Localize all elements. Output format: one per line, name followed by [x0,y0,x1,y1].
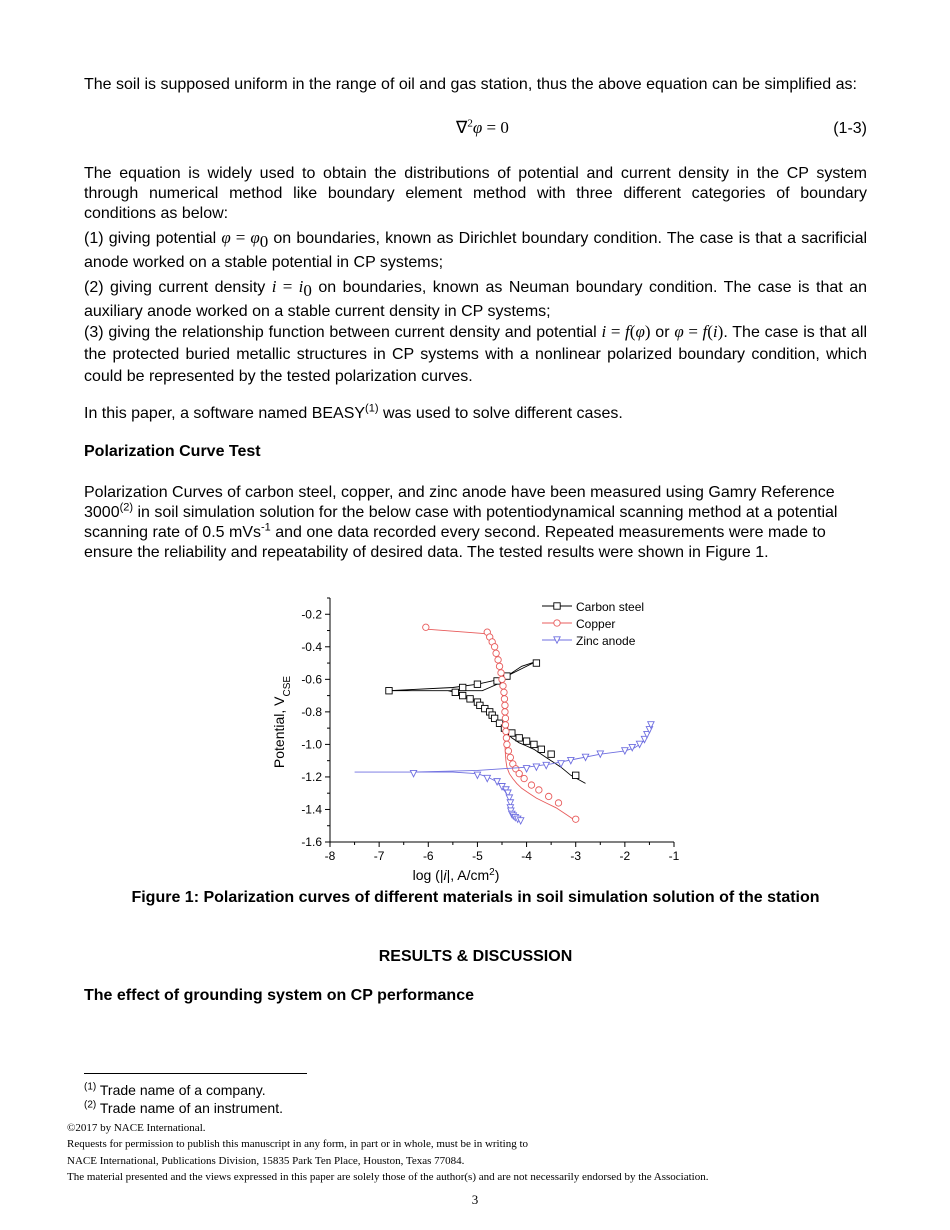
x-tick-label: -3 [570,849,582,863]
data-point-zinc-anode [484,775,490,781]
equation-number: (1-3) [833,120,867,137]
data-point-copper [521,775,527,781]
data-point-carbon-steel [467,696,473,702]
data-point-copper [502,709,508,715]
data-point-copper [507,754,513,760]
footnote-rule [84,1073,307,1074]
data-point-zinc-anode [533,764,539,770]
subsection-heading-grounding: The effect of grounding system on CP performance [84,987,474,1004]
polarization-paragraph: Polarization Curves of carbon steel, copper, and zinc anode have been measured using Gamry Reference 3000$^{(2)}$ in soil simulation solution for the below case with potentiodynamical scanning method at a potential scanning rate of 0.5 mVs$^{-1}$ and one data recorded every second. Repeated measurements were made to ensure the reliability and repeatability of desired data. The tested results were shown in Figure 1. [84,484,838,561]
series-line-carbon-steel [389,661,586,783]
data-point-carbon-steel [538,746,544,752]
y-tick-label: -1.0 [301,737,322,752]
data-point-copper [496,663,502,669]
x-tick-label: -8 [324,849,336,863]
data-point-carbon-steel [474,681,480,687]
legend-marker-copper [554,620,560,626]
data-point-copper [500,683,506,689]
data-point-copper [504,741,510,747]
data-point-carbon-steel [573,772,579,778]
data-point-carbon-steel [386,688,392,694]
data-point-zinc-anode [543,762,549,768]
page-number: 3 [471,1192,479,1207]
data-point-copper [502,702,508,708]
data-point-copper [423,624,429,630]
footnote-2: $^{(2)}$ Trade name of an instrument. [84,1099,283,1116]
footnote-1: $^{(1)}$ Trade name of a company. [84,1081,266,1098]
data-point-copper [545,793,551,799]
data-point-zinc-anode [410,770,416,776]
x-tick-label: -7 [373,849,385,863]
data-point-carbon-steel [516,735,522,741]
intro-text: The soil is supposed uniform in the range of oil and gas station, thus the above equation can be simplified as: [84,76,857,93]
data-point-zinc-anode [636,741,642,747]
data-point-copper [493,650,499,656]
section-heading-polarization: Polarization Curve Test [84,443,261,460]
data-point-copper [536,787,542,793]
condition-2: (2) giving current density $i = i_0$ on boundaries, known as Neuman boundary condition. The case is that an auxiliary anode worked on a stable current density in CP systems; [84,277,867,320]
data-point-zinc-anode [474,772,480,778]
y-tick-label: -1.6 [301,835,322,849]
y-axis-label: Potential, $V_{CSE}$ [271,675,293,769]
data-point-copper [491,644,497,650]
intro-paragraph-3: In this paper, a software named BEASY$^{(1)}$ was used to solve different cases. [84,402,623,422]
data-point-carbon-steel [509,730,515,736]
permission-line: Requests for permission to publish this manuscript in any form, in part or in whole, must be in writing to [67,1138,529,1150]
data-point-copper [495,657,501,663]
data-point-copper [498,670,504,676]
address-line: NACE International, Publications Division, 15835 Park Ten Place, Houston, Texas 77084. [67,1155,465,1167]
data-point-carbon-steel [523,738,529,744]
data-point-copper [502,715,508,721]
y-tick-label: -1.4 [301,802,322,817]
data-point-copper [501,696,507,702]
x-tick-label: -1 [668,849,680,863]
data-point-copper [503,728,509,734]
x-axis-label: log (|i|, $A/cm^2$) [412,866,500,883]
copyright-line: ©2017 by NACE International. [67,1122,206,1134]
data-point-carbon-steel [531,741,537,747]
data-point-copper [573,816,579,822]
legend-label-copper: Copper [576,617,616,631]
data-point-copper [502,722,508,728]
y-tick-label: -0.8 [301,704,322,719]
y-tick-label: -0.4 [301,639,322,654]
legend-label-zinc-anode: Zinc anode [576,634,636,648]
data-point-copper [499,676,505,682]
x-tick-label: -4 [521,849,532,863]
data-point-carbon-steel [548,751,554,757]
x-tick-label: -5 [472,849,483,863]
polarization-chart [262,592,692,892]
chart-legend [576,600,644,648]
equation-1-3 [84,118,867,142]
legend-label-carbon-steel: Carbon steel [576,600,645,614]
data-point-copper [501,689,507,695]
y-tick-label: -0.6 [301,672,322,687]
legend-marker-carbon-steel [554,603,560,609]
figure-caption: Figure 1: Polarization curves of different materials in soil simulation solution of the station [131,889,820,906]
data-point-copper [503,735,509,741]
data-point-zinc-anode [523,766,529,772]
condition-1: (1) giving potential $\varphi = \varphi_0$ on boundaries, known as Dirichlet boundary condition. The case is that a sacrificial anode worked on a stable potential in CP systems; [84,228,868,271]
data-point-carbon-steel [459,684,465,690]
data-point-carbon-steel [452,689,458,695]
data-point-carbon-steel [533,660,539,666]
equation-laplace: ∇$^2$φ = 0 [456,117,509,137]
y-tick-label: -1.2 [301,769,322,784]
x-tick-label: -6 [422,849,434,863]
data-point-copper [505,748,511,754]
y-tick-label: -0.2 [301,607,322,622]
data-point-copper [528,782,534,788]
data-point-carbon-steel [459,692,465,698]
section-heading-results: RESULTS & DISCUSSION [378,948,573,965]
data-point-copper [516,770,522,776]
x-tick-label: -2 [619,849,631,863]
disclaimer-line: The material presented and the views expressed in this paper are solely those of the author(s) and are not necessarily endorsed by the Association. [67,1171,709,1183]
intro-paragraph-2: The equation is widely used to obtain the distributions of potential and current density in the CP system through numerical method like boundary element method with three different categories of boundary conditions as below: [84,165,867,222]
intro-paragraph-1 [84,75,867,95]
condition-3: (3) giving the relationship function between current density and potential i = f(φ) or φ = f(i). The case is that all the protected buried metallic structures in CP systems with a nonlinear polarized boundary condition, which could be represented by the tested polarization curves. [84,322,868,385]
data-point-copper [555,800,561,806]
